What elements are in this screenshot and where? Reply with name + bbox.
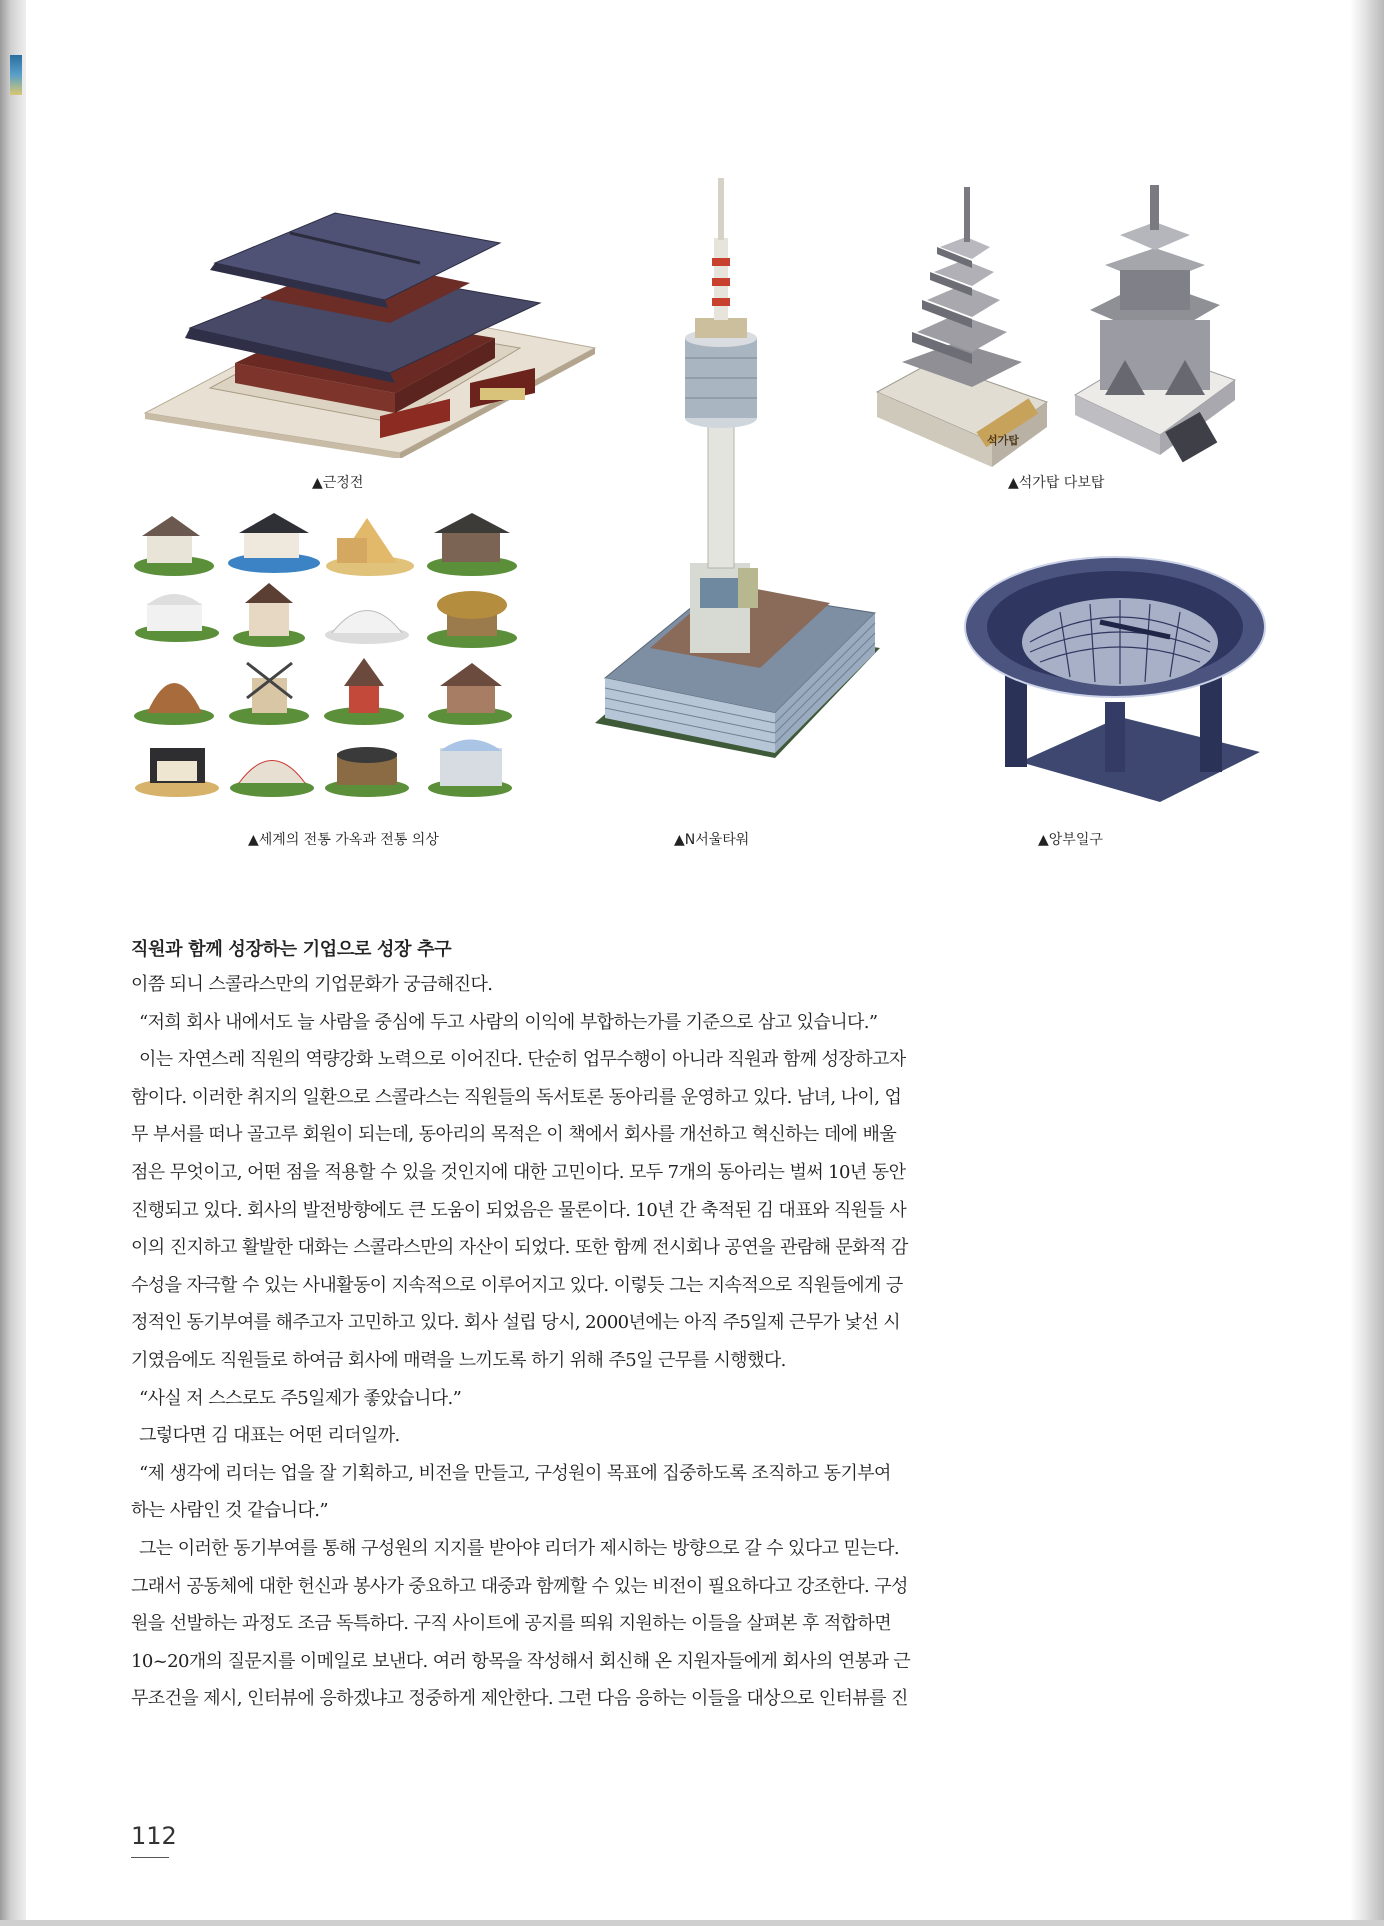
article-line: 정적인 동기부여를 해주고자 고민하고 있다. 회사 설립 당시, 2000년에는 아직 주5일제 근무가 낯선 시: [131, 1312, 901, 1334]
article-line: 이쯤 되니 스콜라스만의 기업문화가 궁금해진다.: [131, 974, 493, 995]
article-line: 그렇다면 김 대표는 어떤 리더일까.: [139, 1425, 400, 1447]
article-line: 무조건을 제시, 인터뷰에 응하겠냐고 정중하게 제안한다. 그런 다음 응하는 이들을 대상으로 인터뷰를 진: [131, 1688, 908, 1710]
article-line: 진행되고 있다. 회사의 발전방향에도 큰 도움이 되었음은 물론이다. 10년 간 축적된 김 대표와 직원들 사: [131, 1199, 907, 1221]
seokgatap-label-text: 석가탑: [987, 434, 1019, 447]
article-line: 이는 자연스레 직원의 역량강화 노력으로 이어진다. 단순히 업무수행이 아니라 직원과 함께 성장하고자: [139, 1049, 906, 1071]
article-line: 이의 진지하고 활발한 대화는 스콜라스만의 자산이 되었다. 또한 함께 전시회나 공연을 관람해 문화적 감: [131, 1237, 908, 1259]
angbuilgu-sundial-model-image: [960, 552, 1270, 802]
page-number-underline: [131, 1857, 169, 1858]
caption-pagodas: ▲석가탑 다보탑: [1008, 475, 1105, 491]
article-line: “제 생각에 리더는 업을 잘 기획하고, 비전을 만들고, 구성원이 목표에 집중하도록 조직하고 동기부여: [139, 1462, 891, 1484]
article-body: [131, 934, 1041, 1718]
article-line: 수성을 자극할 수 있는 사내활동이 지속적으로 이루어지고 있다. 이렇듯 그는 지속적으로 직원들에게 긍: [131, 1274, 903, 1296]
article-line: “사실 저 스스로도 주5일제가 좋았습니다.”: [139, 1387, 462, 1409]
caption-traditional-houses: ▲세계의 전통 가옥과 전통 의상: [248, 832, 439, 848]
article-line: 원을 선발하는 과정도 조금 독특하다. 구직 사이트에 공지를 띄워 지원하는 이들을 살펴본 후 적합하면: [131, 1613, 892, 1635]
page-edge-shadow: [1350, 0, 1384, 1926]
caption-geunjeongjeon: ▲근정전: [312, 475, 364, 491]
article-line: 무 부서를 떠나 골고루 회원이 되는데, 동아리의 목적은 이 책에서 회사를 개선하고 혁신하는 데에 배울: [131, 1124, 897, 1146]
article-line: 점은 무엇이고, 어떤 점을 적용할 수 있을 것인지에 대한 고민이다. 모두 7개의 동아리는 벌써 10년 동안: [131, 1161, 906, 1183]
article-line: 그는 이러한 동기부여를 통해 구성원의 지지를 받아야 리더가 제시하는 방향으로 갈 수 있다고 믿는다.: [139, 1537, 900, 1559]
page-bottom-edge: [0, 1920, 1384, 1926]
n-seoul-tower-model-image: [590, 178, 890, 758]
article-line: “저희 회사 내에서도 늘 사람을 중심에 두고 사람의 이익에 부합하는가를 기준으로 삼고 있습니다.”: [139, 1011, 878, 1033]
seokgatap-model-image: [872, 182, 1072, 467]
geunjeongjeon-model-image: [140, 188, 600, 458]
spine-color-stripe: [10, 55, 22, 95]
article-line: 하는 사람인 것 같습니다.”: [131, 1500, 328, 1522]
article-line: 그래서 공동체에 대한 헌신과 봉사가 중요하고 대중과 함께할 수 있는 비전이 필요하다고 강조한다. 구성: [131, 1575, 908, 1597]
article-line: 10~20개의 질문지를 이메일로 보낸다. 여러 항목을 작성해서 회신해 온 지원자들에게 회사의 연봉과 근: [131, 1650, 911, 1672]
caption-n-seoul-tower: ▲N서울타워: [674, 832, 750, 848]
page-number: 112: [131, 1822, 177, 1850]
dabotap-model-image: [1070, 180, 1240, 470]
article-heading: 직원과 함께 성장하는 기업으로 성장 추구: [131, 939, 452, 960]
book-spine: [0, 0, 26, 1926]
caption-angbuilgu: ▲앙부일구: [1038, 832, 1103, 848]
traditional-houses-grid-image: [132, 508, 542, 803]
house-models: [134, 513, 517, 797]
article-line: 기였음에도 직원들로 하여금 회사에 매력을 느끼도록 하기 위해 주5일 근무를 시행했다.: [131, 1349, 786, 1371]
article-line: 함이다. 이러한 취지의 일환으로 스콜라스는 직원들의 독서토론 동아리를 운영하고 있다. 남녀, 나이, 업: [131, 1086, 902, 1108]
